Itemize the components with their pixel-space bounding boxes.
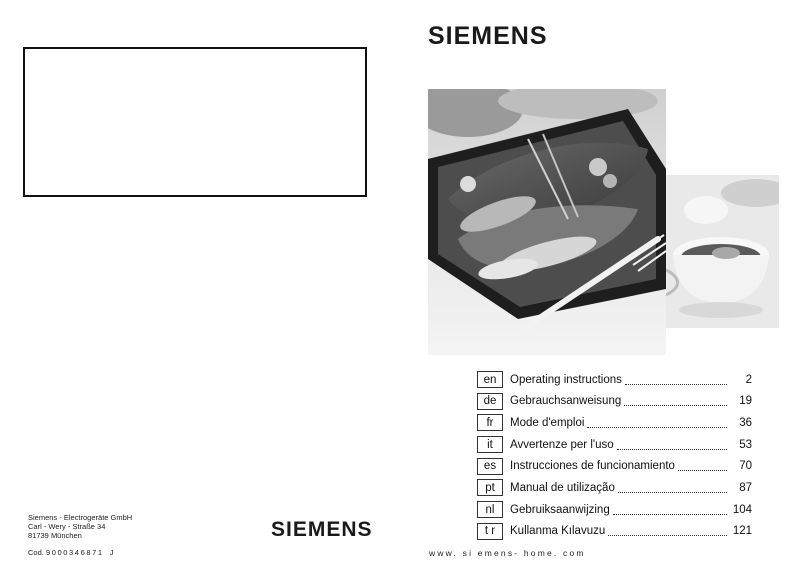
language-row-nl bbox=[477, 499, 752, 520]
dot-leader bbox=[587, 418, 727, 428]
page-number: 53 bbox=[739, 438, 752, 451]
language-title: Manual de utilização bbox=[510, 481, 615, 494]
page-number: 70 bbox=[739, 460, 752, 473]
main-food-photo bbox=[428, 89, 666, 355]
address-street: Carl - Wery - Straße 34 bbox=[28, 522, 106, 531]
code-suffix: J bbox=[109, 548, 114, 557]
address-company: Siemens - Electrogeräte GmbH bbox=[28, 513, 133, 522]
language-code: en bbox=[477, 371, 503, 388]
siemens-logo-bottom: SIEMENS bbox=[271, 518, 373, 541]
language-row-en bbox=[477, 369, 752, 390]
language-row-es bbox=[477, 456, 752, 477]
language-index bbox=[477, 369, 752, 543]
product-code bbox=[28, 548, 114, 557]
page-number: 36 bbox=[739, 416, 752, 429]
dot-leader bbox=[608, 526, 727, 536]
dot-leader bbox=[618, 483, 727, 493]
soup-bowl-illustration bbox=[666, 175, 779, 328]
dot-leader bbox=[613, 505, 727, 515]
language-title: Gebruiksaanwijzing bbox=[510, 503, 610, 516]
language-code: pt bbox=[477, 479, 503, 496]
code-prefix: Cod. bbox=[28, 548, 44, 557]
language-title: Kullanma Kılavuzu bbox=[510, 525, 606, 538]
soup-bowl-photo bbox=[666, 175, 779, 328]
language-title: Instrucciones de funcionamiento bbox=[510, 460, 675, 473]
fish-dish-illustration bbox=[428, 89, 666, 355]
website-url[interactable]: www. si emens- home. com bbox=[429, 548, 586, 558]
language-code: es bbox=[477, 458, 503, 475]
page-number: 87 bbox=[739, 481, 752, 494]
dot-leader bbox=[624, 396, 727, 406]
language-code: nl bbox=[477, 501, 503, 518]
language-row-fr bbox=[477, 412, 752, 433]
language-row-de bbox=[477, 391, 752, 412]
language-code: fr bbox=[477, 414, 503, 431]
language-code: it bbox=[477, 436, 503, 453]
code-number: 9000346871 bbox=[45, 548, 104, 557]
language-code: de bbox=[477, 393, 503, 410]
page-number: 2 bbox=[745, 373, 752, 386]
dot-leader bbox=[617, 440, 727, 450]
language-row-pt bbox=[477, 477, 752, 498]
page-number: 121 bbox=[732, 525, 752, 538]
page-number: 19 bbox=[739, 395, 752, 408]
blank-label-box bbox=[23, 47, 367, 197]
language-row-it bbox=[477, 434, 752, 455]
dot-leader bbox=[625, 375, 727, 385]
language-title: Gebrauchsanweisung bbox=[510, 395, 622, 408]
address-city: 81739 München bbox=[28, 531, 82, 540]
page-number: 104 bbox=[732, 503, 752, 516]
language-code: t r bbox=[477, 523, 503, 540]
language-title: Mode d'emploi bbox=[510, 416, 585, 429]
language-row-tr bbox=[477, 521, 752, 542]
dot-leader bbox=[678, 461, 727, 471]
manufacturer-address bbox=[28, 513, 132, 540]
language-title: Avvertenze per l'uso bbox=[510, 438, 614, 451]
siemens-logo-top: SIEMENS bbox=[428, 22, 548, 50]
language-title: Operating instructions bbox=[510, 373, 622, 386]
